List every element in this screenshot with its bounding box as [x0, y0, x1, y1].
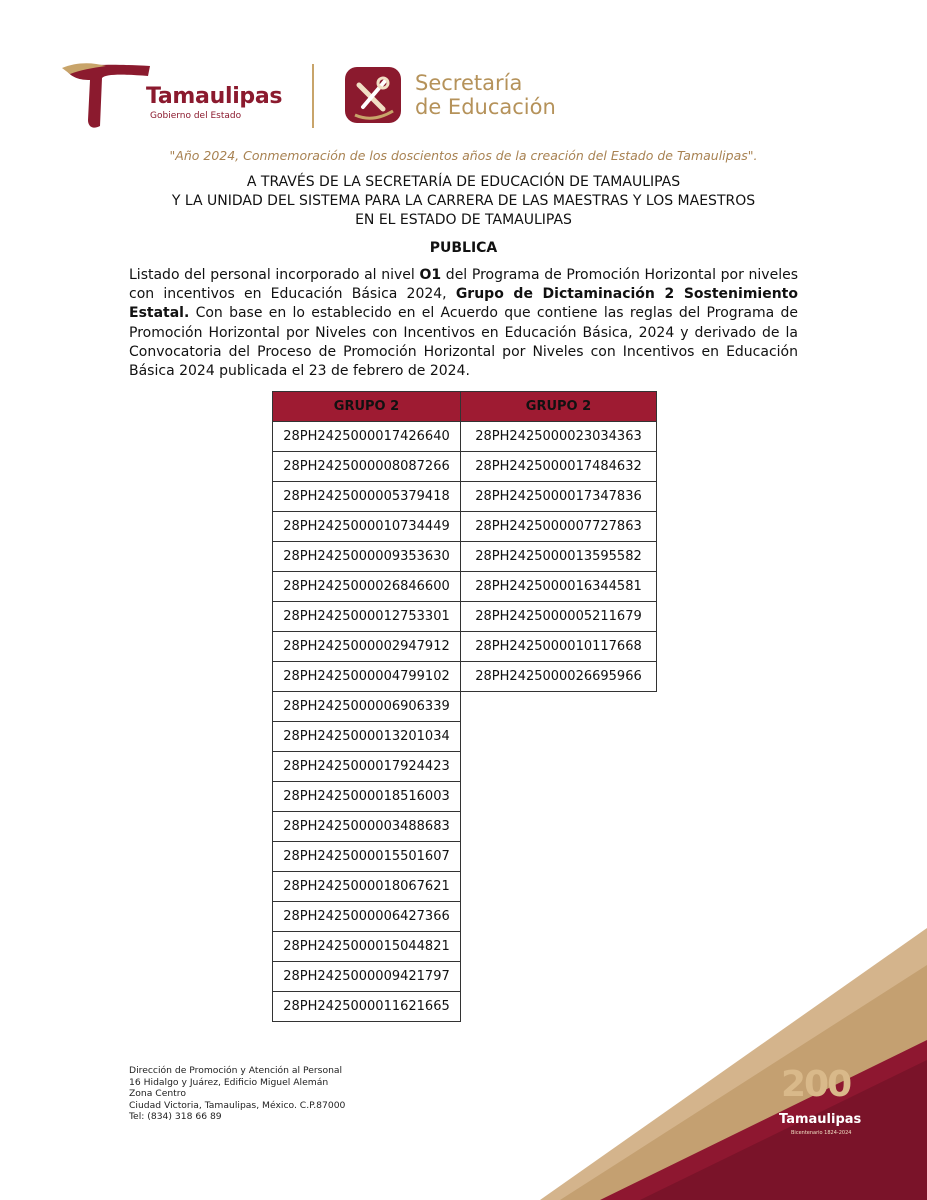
table-row: [273, 722, 657, 752]
table-row: [273, 752, 657, 782]
table-cell: 28PH2425000006427366: [273, 902, 461, 932]
table-cell: [461, 842, 657, 872]
year-motto: "Año 2024, Conmemoración de los doscientos años de la creación del Estado de Tamaulipas".: [169, 148, 758, 163]
table-row: [273, 482, 657, 512]
secretaria-line1: Secretaría: [415, 71, 523, 95]
table-row: [273, 842, 657, 872]
table-cell: [461, 752, 657, 782]
footer-line-4: Ciudad Victoria, Tamaulipas, México. C.P.87000: [129, 1099, 346, 1111]
heading-line-2: Y LA UNIDAD DEL SISTEMA PARA LA CARRERA DE LAS MAESTRAS Y LOS MAESTROS: [171, 193, 756, 209]
table-cell: 28PH2425000003488683: [273, 812, 461, 842]
footer-line-3: Zona Centro: [129, 1088, 186, 1100]
column-header-1: GRUPO 2: [273, 392, 461, 422]
bicentenario-sub: Bicentenario 1824-2024: [791, 1130, 852, 1136]
footer-line-5: Tel: (834) 318 66 89: [129, 1111, 222, 1123]
column-header-2: GRUPO 2: [461, 392, 657, 422]
table-cell: [461, 932, 657, 962]
table-row: [273, 632, 657, 662]
table-cell: 28PH2425000013201034: [273, 722, 461, 752]
logo-name: Tamaulipas: [146, 84, 283, 109]
bicentenario-name: Tamaulipas: [779, 1112, 862, 1127]
header-divider: [312, 64, 314, 128]
table-row: [273, 962, 657, 992]
table-cell: 28PH2425000010117668: [461, 632, 657, 662]
table-row: [273, 602, 657, 632]
table-cell: 28PH2425000017347836: [461, 482, 657, 512]
table-cell: 28PH2425000016344581: [461, 572, 657, 602]
table-row: [273, 932, 657, 962]
table-cell: 28PH2425000009353630: [273, 542, 461, 572]
table-cell: 28PH2425000015044821: [273, 932, 461, 962]
table-cell: [461, 992, 657, 1022]
heading-line-1: A TRAVÉS DE LA SECRETARÍA DE EDUCACIÓN DE TAMAULIPAS: [246, 174, 681, 190]
intro-paragraph: [129, 266, 798, 381]
para-level: O1: [419, 267, 442, 283]
table-cell: [461, 692, 657, 722]
table-cell: [461, 812, 657, 842]
table-cell: 28PH2425000011621665: [273, 992, 461, 1022]
table-cell: 28PH2425000008087266: [273, 452, 461, 482]
secretaria-educacion-logo: [345, 67, 575, 129]
table-cell: 28PH2425000007727863: [461, 512, 657, 542]
bicentenario-number: 200: [781, 1064, 851, 1105]
table-cell: 28PH2425000026695966: [461, 662, 657, 692]
table-cell: 28PH2425000015501607: [273, 842, 461, 872]
table-cell: 28PH2425000004799102: [273, 662, 461, 692]
table-row: [273, 692, 657, 722]
heading-line-3: EN EL ESTADO DE TAMAULIPAS: [355, 212, 572, 228]
para-group: Grupo de Dictaminación 2 Sostenimiento Estatal.: [129, 286, 798, 322]
table-cell: [461, 902, 657, 932]
para-text-3: Con base en lo establecido en el Acuerdo que contiene las reglas del Programa de Promoción Horizontal por Niveles con Incentivos en Educación Básica, 2024 y derivado de la Convocatoria del Proceso de Promoción Horizontal por Niveles con Incentivos en Educación Básica 2024 publicada el 23 de febrero de 2024.: [129, 305, 798, 380]
table-row: [273, 662, 657, 692]
table-row: [273, 572, 657, 602]
table-cell: 28PH2425000026846600: [273, 572, 461, 602]
logo-subtitle: Gobierno del Estado: [150, 111, 242, 121]
footer-line-1: Dirección de Promoción y Atención al Personal: [129, 1065, 343, 1076]
document-heading: [0, 173, 927, 230]
table-row: [273, 872, 657, 902]
bicentenario-logo: [775, 1064, 870, 1138]
table-row: [273, 452, 657, 482]
table-row: [273, 902, 657, 932]
table-row: [273, 542, 657, 572]
table-row: [273, 782, 657, 812]
table-cell: [461, 722, 657, 752]
table-row: [273, 512, 657, 542]
table-cell: 28PH2425000017484632: [461, 452, 657, 482]
table-cell: 28PH2425000018067621: [273, 872, 461, 902]
tamaulipas-t-icon: [62, 60, 152, 132]
table-row: [273, 992, 657, 1022]
table-cell: 28PH2425000010734449: [273, 512, 461, 542]
table-cell: [461, 782, 657, 812]
footer-address: [129, 1065, 345, 1123]
table-cell: 28PH2425000005379418: [273, 482, 461, 512]
secretaria-line2: de Educación: [415, 95, 556, 119]
table-cell: 28PH2425000017924423: [273, 752, 461, 782]
table-row: [273, 422, 657, 452]
para-text-1: Listado del personal incorporado al nivel: [129, 267, 420, 283]
tamaulipas-government-logo: [62, 60, 282, 132]
table-cell: 28PH2425000018516003: [273, 782, 461, 812]
table-cell: 28PH2425000006906339: [273, 692, 461, 722]
para-text-2: del Programa de Promoción Horizontal por niveles con incentivos en Educación Básica 2024,: [129, 267, 799, 303]
table-cell: 28PH2425000005211679: [461, 602, 657, 632]
table-cell: 28PH2425000002947912: [273, 632, 461, 662]
table-cell: [461, 962, 657, 992]
table-body: [273, 422, 657, 1022]
results-table: [272, 391, 657, 1022]
publica-title: PUBLICA: [429, 240, 498, 256]
table-cell: 28PH2425000013595582: [461, 542, 657, 572]
table-cell: 28PH2425000017426640: [273, 422, 461, 452]
table-cell: 28PH2425000009421797: [273, 962, 461, 992]
table-cell: 28PH2425000023034363: [461, 422, 657, 452]
footer-line-2: 16 Hidalgo y Juárez, Edificio Miguel Alemán: [129, 1076, 329, 1088]
table-cell: 28PH2425000012753301: [273, 602, 461, 632]
table-cell: [461, 872, 657, 902]
table-header-row: [273, 392, 657, 422]
education-badge-icon: [345, 67, 401, 123]
table-row: [273, 812, 657, 842]
